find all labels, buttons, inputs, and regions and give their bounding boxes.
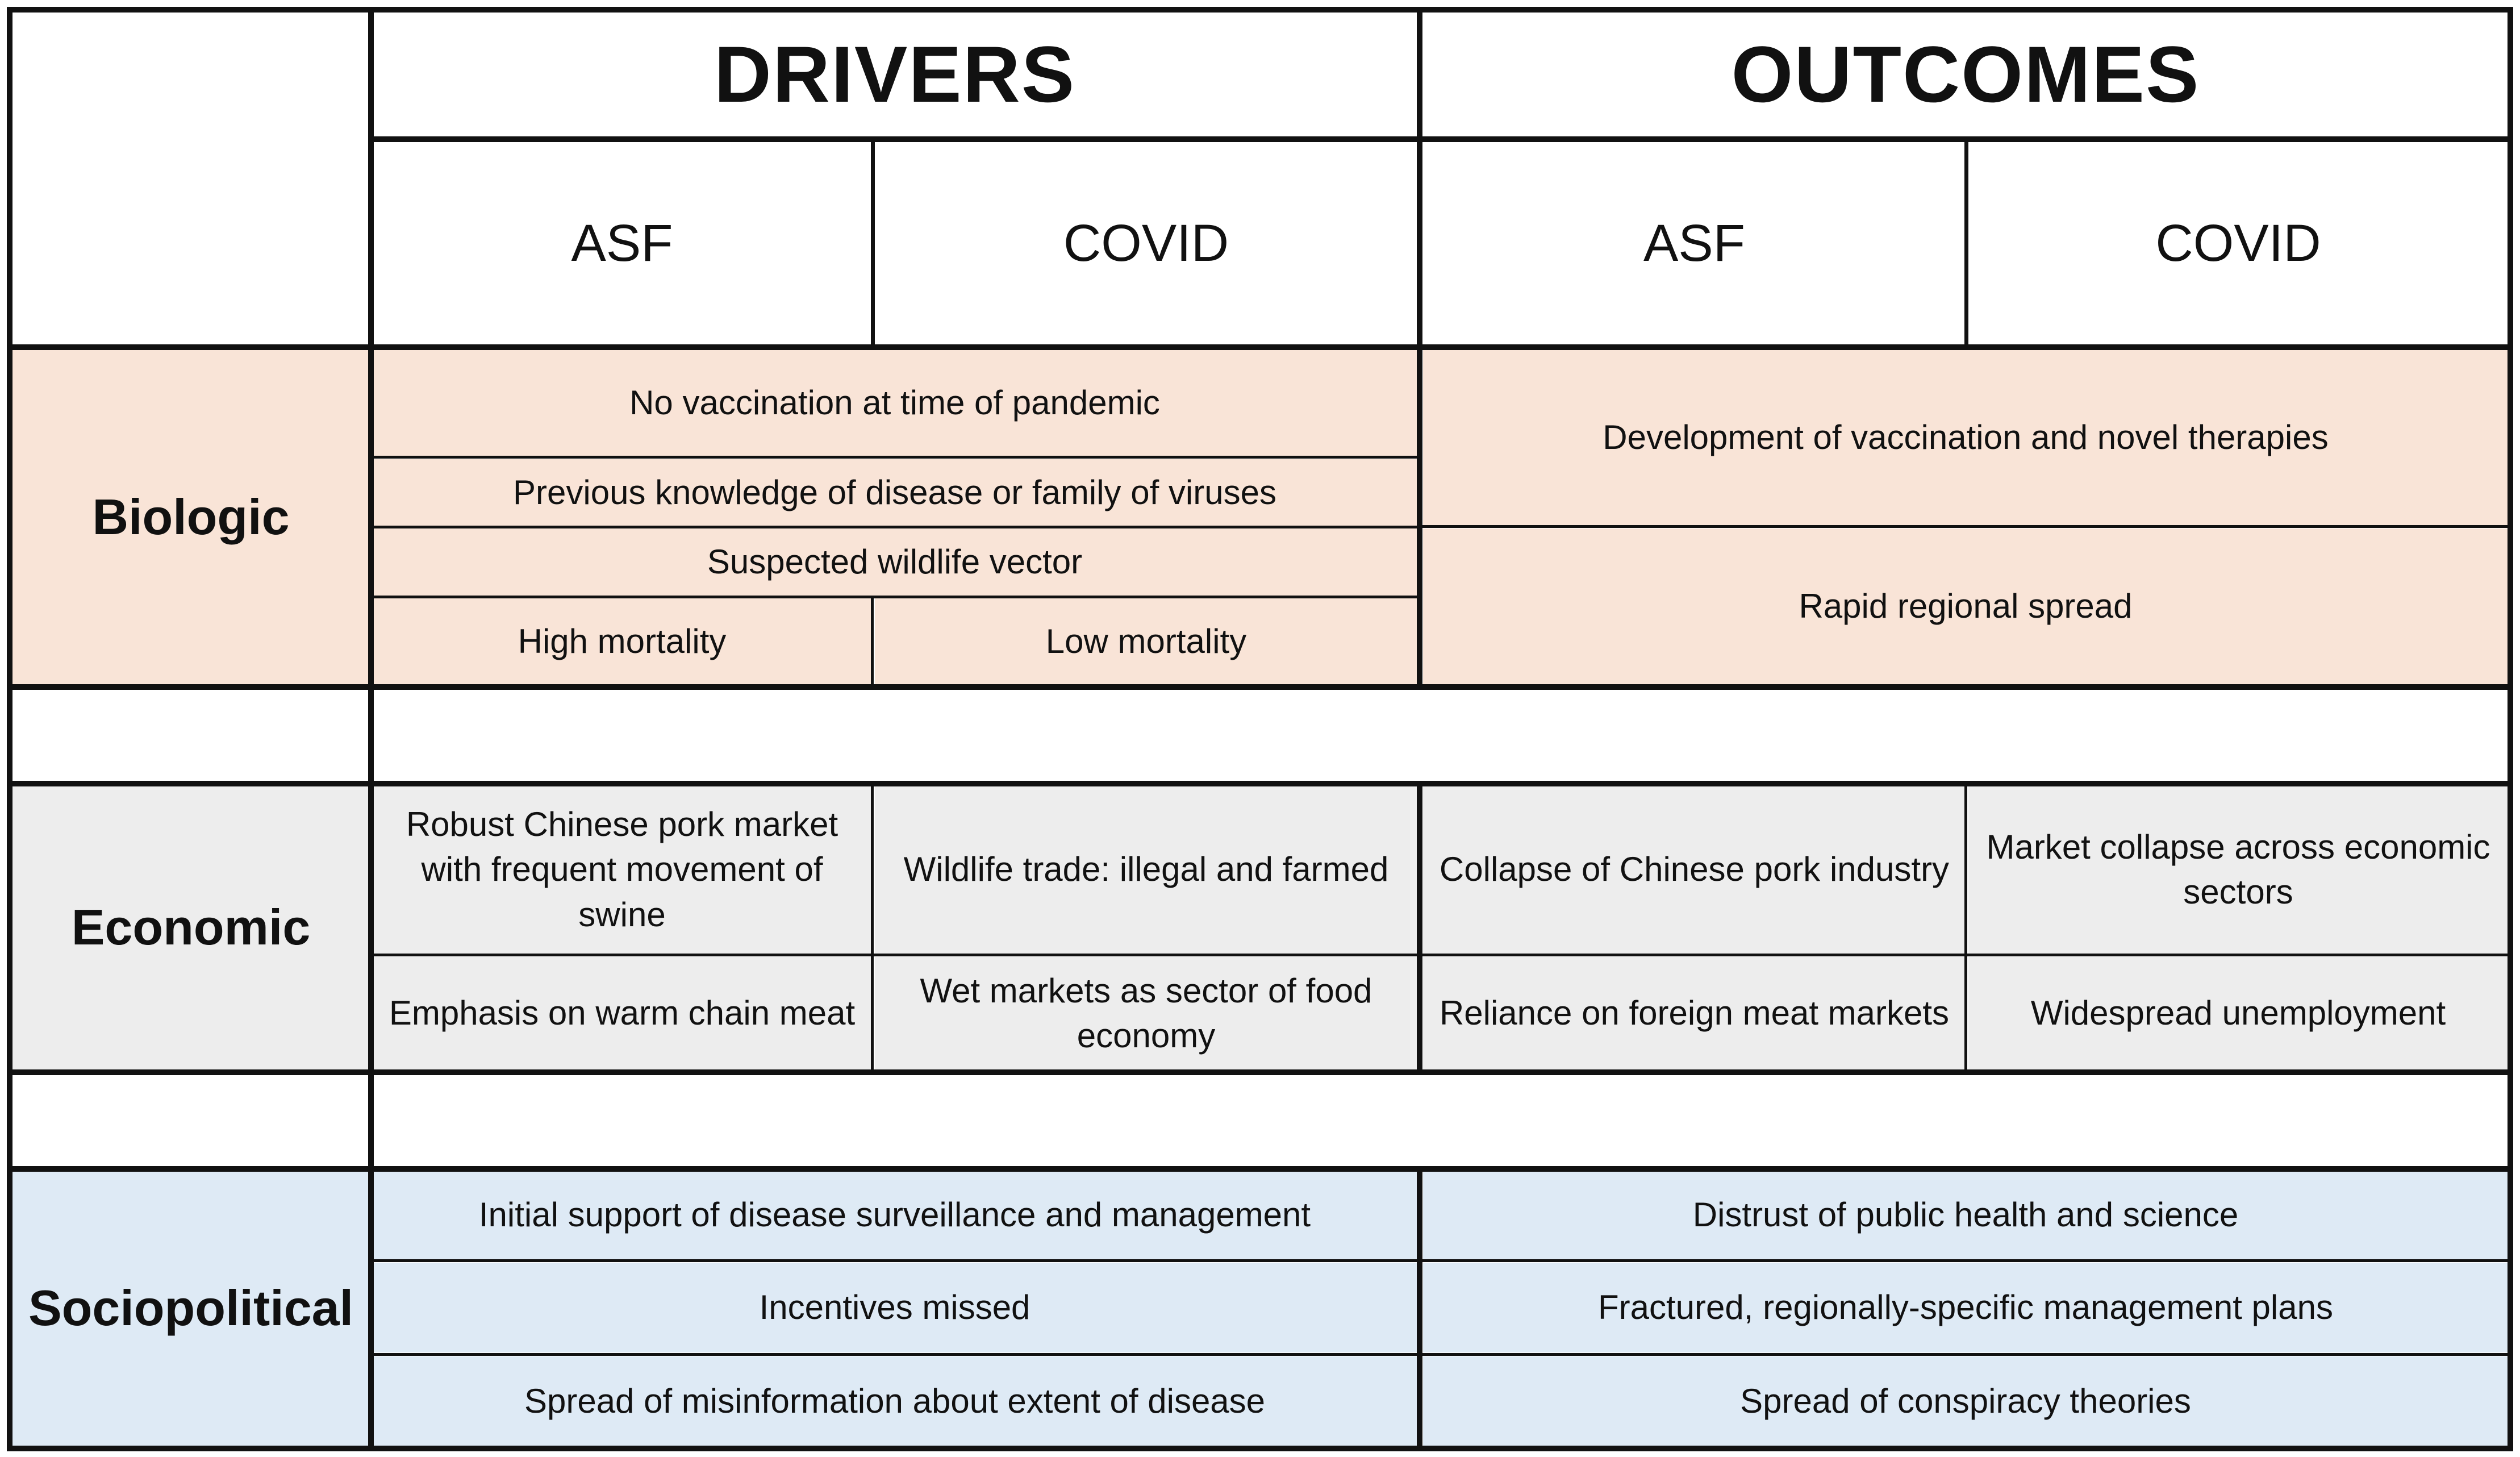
divider-biologic-row: [370, 526, 1419, 528]
divider-biologic-row: [370, 596, 1419, 598]
top-left-empty-cell: [11, 11, 370, 345]
spacer-row: [11, 1074, 2508, 1166]
economic-outcome-covid-2: Widespread unemployment: [1968, 957, 2508, 1069]
drivers-header: DRIVERS: [714, 29, 1076, 119]
border-top: [7, 7, 2513, 13]
sociopolitical-driver-3: Spread of misinformation about extent of disease: [372, 1356, 1417, 1446]
economic-row-label: Economic: [11, 785, 370, 1069]
divider-header-main: [368, 136, 2513, 142]
spacer-row: [11, 689, 2508, 781]
divider-biologic-outcome-row: [1420, 525, 2510, 528]
divider-label-column: [368, 7, 374, 1451]
biologic-driver-vaccination: No vaccination at time of pandemic: [372, 350, 1417, 456]
sociopolitical-driver-1: Initial support of disease surveillance and management: [372, 1171, 1417, 1259]
economic-outcome-covid-1: Market collapse across economic sectors: [1968, 785, 2508, 954]
biologic-driver-covid-mortality: Low mortality: [875, 598, 1417, 684]
economic-driver-covid-2: Wet markets as sector of food economy: [875, 957, 1417, 1069]
divider-economic-bottom: [7, 1069, 2513, 1075]
outcomes-header: OUTCOMES: [1731, 29, 2200, 119]
divider-economic-asf-covid: [1964, 783, 1967, 1072]
economic-driver-asf-1: Robust Chinese pork market with frequent movement of swine: [372, 785, 872, 954]
outcomes-covid-header: COVID: [2155, 214, 2321, 273]
divider-header-asf-covid: [871, 139, 875, 347]
biologic-outcome-vaccination: Development of vaccination and novel therapies: [1423, 350, 2508, 525]
divider-drivers-outcomes: [1417, 781, 1422, 1074]
economic-driver-asf-2: Emphasis on warm chain meat: [372, 957, 872, 1069]
divider-economic-top: [7, 781, 2513, 786]
drivers-covid-header: COVID: [1063, 214, 1229, 273]
divider-header-asf-covid: [1964, 139, 1968, 347]
biologic-row-label: Biologic: [11, 350, 370, 684]
biologic-driver-knowledge: Previous knowledge of disease or family of viruses: [372, 459, 1417, 526]
divider-biologic-bottom: [7, 684, 2513, 690]
border-left: [7, 7, 12, 1451]
sociopolitical-driver-2: Incentives missed: [372, 1263, 1417, 1352]
biologic-outcome-spread: Rapid regional spread: [1423, 528, 2508, 684]
economic-outcome-asf-1: Collapse of Chinese pork industry: [1423, 785, 1966, 954]
biologic-driver-wildlife-vector: Suspected wildlife vector: [372, 528, 1417, 596]
sociopolitical-outcome-2: Fractured, regionally-specific management plans: [1423, 1263, 2508, 1352]
divider-economic-row: [370, 954, 2510, 956]
divider-mortality: [871, 597, 874, 685]
sociopolitical-row-label: Sociopolitical: [11, 1171, 370, 1446]
sociopolitical-outcome-3: Spread of conspiracy theories: [1423, 1356, 2508, 1446]
divider-header-bottom: [7, 344, 2513, 350]
border-bottom: [7, 1446, 2513, 1451]
divider-biologic-row: [370, 456, 1419, 459]
economic-outcome-asf-2: Reliance on foreign meat markets: [1423, 957, 1966, 1069]
sociopolitical-outcome-1: Distrust of public health and science: [1423, 1171, 2508, 1259]
divider-sociopolitical-row: [370, 1259, 2510, 1262]
divider-sociopolitical-row: [370, 1353, 2510, 1356]
biologic-driver-asf-mortality: High mortality: [372, 598, 872, 684]
divider-sociopolitical-top: [7, 1166, 2513, 1172]
drivers-asf-header: ASF: [571, 214, 673, 273]
economic-driver-covid-1: Wildlife trade: illegal and farmed: [875, 785, 1417, 954]
outcomes-asf-header: ASF: [1643, 214, 1745, 273]
border-right: [2508, 7, 2513, 1451]
divider-economic-asf-covid: [871, 783, 874, 1072]
divider-drivers-outcomes: [1417, 1166, 1422, 1451]
